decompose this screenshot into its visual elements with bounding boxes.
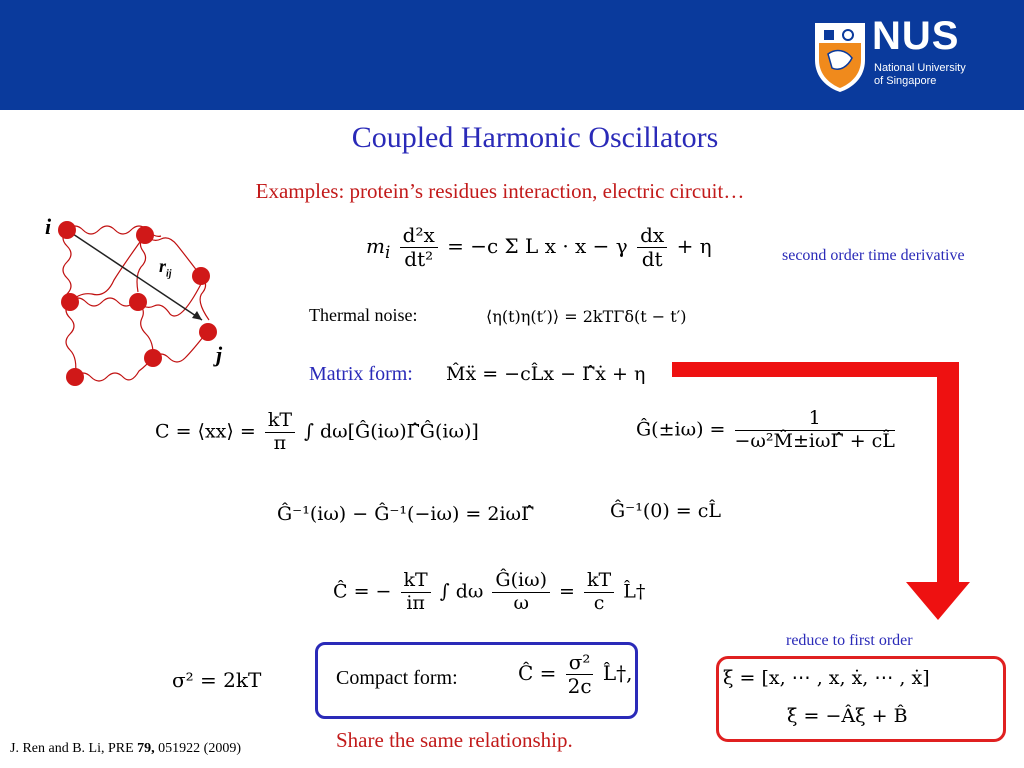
nus-logo — [812, 14, 972, 94]
red-arrow-icon — [672, 362, 972, 622]
note-second-order: second order time derivative — [782, 247, 965, 264]
c-hat-frac3-num: kT — [584, 570, 614, 593]
c-hat-eq: = — [559, 580, 575, 603]
label-j: j — [216, 342, 223, 367]
reduce-note: reduce to first order — [786, 632, 913, 649]
compact-num: σ² — [566, 651, 594, 675]
equation-ginv0: Ĝ⁻¹(0) = cL̂ — [610, 500, 721, 522]
eq1-m: m — [366, 234, 385, 258]
eq1-tail: + η — [676, 234, 712, 258]
logo-subtitle: National University of Singapore — [874, 62, 966, 87]
cij-lhs: C = ⟨xx⟩ = — [155, 420, 256, 443]
cij-num: kT — [265, 410, 295, 433]
c-hat-lhs: Ĉ = − — [333, 580, 392, 603]
label-rij-sub: ij — [166, 268, 172, 280]
matrix-form-label: Matrix form: — [309, 363, 413, 385]
eq1-num: d²x — [400, 224, 438, 248]
citation-suffix: 051922 (2009) — [154, 741, 241, 756]
equation-xi-dot: ξ̇ = −Âξ + B̂ — [787, 705, 908, 727]
equation-cij — [155, 410, 479, 455]
network-svg — [42, 210, 242, 390]
label-rij-main: r — [159, 256, 167, 276]
equation-motion — [366, 224, 712, 271]
compact-frac — [566, 651, 594, 698]
compact-form-box — [315, 642, 638, 719]
g-lhs: Ĝ(±iω) = — [636, 418, 726, 441]
c-hat-frac3 — [584, 570, 614, 615]
equation-ginv: Ĝ⁻¹(iω) − Ĝ⁻¹(−iω) = 2iωΓ̂ — [277, 503, 535, 525]
logo-title: NUS — [872, 14, 960, 58]
c-hat-frac1-num: kT — [401, 570, 431, 593]
nus-crest-icon — [812, 20, 868, 94]
c-hat-frac3-den: c — [593, 591, 605, 614]
c-hat-frac2 — [492, 570, 550, 615]
equation-c-hat — [333, 570, 645, 615]
c-hat-int: ∫ dω — [439, 580, 484, 603]
equation-g — [636, 408, 898, 453]
equation-compact — [518, 651, 632, 698]
citation-volume: 79, — [137, 741, 155, 756]
cij-frac — [265, 410, 295, 455]
compact-lhs: Ĉ = — [518, 661, 557, 685]
c-hat-frac2-den: ω — [513, 591, 529, 614]
g-frac — [735, 408, 895, 453]
first-order-box — [716, 656, 1006, 742]
oscillator-network-diagram — [42, 210, 242, 390]
eq1-rhs: = −c Σ L x · x − γ — [447, 234, 628, 258]
g-den: −ω²M̂±iωΓ̂ + cL̂ — [734, 429, 895, 452]
shared-relationship-text: Share the same relationship. — [336, 728, 573, 752]
eq1-dx-num: dx — [637, 224, 667, 248]
equation-sigma: σ² = 2kT — [172, 668, 262, 692]
slide-subtitle: Examples: protein’s residues interaction, electric circuit… — [255, 179, 745, 203]
c-hat-frac1 — [401, 570, 431, 615]
eq1-dx-frac — [637, 224, 667, 271]
eq1-sub: i — [384, 243, 391, 262]
equation-noise: ⟨η(t)η(t′)⟩ = 2kTΓδ(t − t′) — [486, 307, 687, 326]
thermal-noise-label: Thermal noise: — [309, 305, 418, 325]
eq1-den: dt² — [404, 247, 434, 271]
cij-tail: ∫ dω[Ĝ(iω)Γ̂Ĝ(iω)] — [304, 420, 479, 443]
equation-xi-def: ξ = [x, ⋯ , x, ẋ, ⋯ , ẋ] — [723, 667, 930, 689]
arrowhead-icon — [192, 311, 202, 320]
eq1-frac — [400, 224, 438, 271]
compact-den: 2c — [567, 674, 592, 698]
g-num: 1 — [735, 408, 895, 431]
cij-den: π — [273, 431, 287, 454]
c-hat-frac2-num: Ĝ(iω) — [492, 570, 550, 593]
eq1-dx-den: dt — [641, 247, 663, 271]
c-hat-frac1-den: iπ — [406, 591, 425, 614]
citation-prefix: J. Ren and B. Li, PRE — [10, 741, 138, 756]
compact-form-label: Compact form: — [336, 667, 458, 689]
equation-matrix: M̂ẍ = −cL̂x − Γ̂ẋ + η — [446, 363, 646, 385]
label-i: i — [45, 214, 52, 239]
compact-tail: L̂†, — [602, 661, 633, 685]
slide-title: Coupled Harmonic Oscillators — [351, 121, 719, 154]
label-rij — [159, 256, 172, 280]
citation — [10, 741, 241, 757]
c-hat-tail: L̂† — [623, 580, 646, 603]
